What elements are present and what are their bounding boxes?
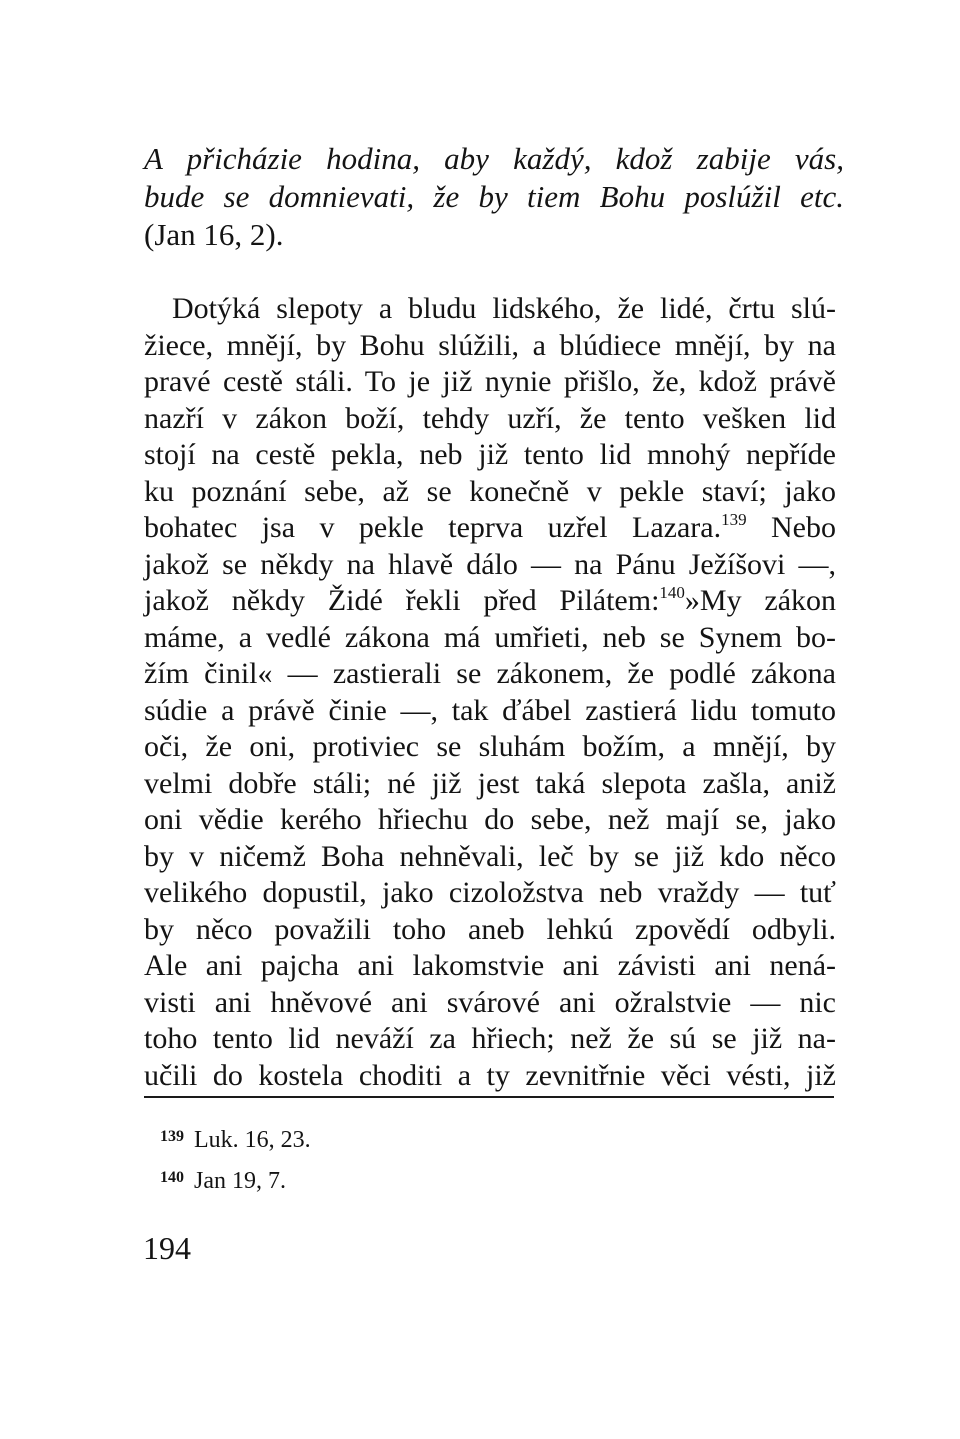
paragraph-line: velmi dobře stáli; né již jest taká slepota zašla, aniž <box>144 766 836 800</box>
footnote-reference: 139 <box>721 510 747 529</box>
paragraph-line-with-footnote <box>144 510 836 547</box>
paragraph-text: jakož někdy Židé řekli před Pilátem: <box>144 584 660 617</box>
body-paragraph <box>144 291 836 1094</box>
paragraph-text: »My zákon <box>684 584 837 617</box>
footnote <box>160 1118 311 1159</box>
paragraph-text: bohatec jsa v pekle teprva uzřel Lazara. <box>144 511 722 544</box>
paragraph-line: žiece, mnějí, by Bohu slúžili, a blúdiece mnějí, by na <box>144 328 836 362</box>
paragraph-line: oči, že oni, protiviec se sluhám božím, a mnějí, by <box>144 730 836 763</box>
quote-line: A přicházie hodina, aby každý, kdož zabije vás, <box>144 141 844 176</box>
paragraph-line: stojí na cestě pekla, neb již tento lid mnohý nepříde <box>144 438 836 471</box>
paragraph-line: Ale ani pajcha ani lakomstvie ani závisti ani nená- <box>144 949 836 982</box>
footnotes <box>160 1118 311 1200</box>
paragraph-line: by v ničemž Boha nehněvali, leč by se již kdo něco <box>144 839 836 873</box>
paragraph-line: máme, a vedlé zákona má umřieti, neb se Synem bo- <box>144 620 836 654</box>
paragraph-text: Nebo <box>746 511 836 544</box>
quote-line: bude se domnievati, že by tiem Bohu poslúžil etc. <box>144 179 844 214</box>
epigraph-quote <box>144 140 844 254</box>
footnote-text: Luk. 16, 23. <box>194 1127 311 1153</box>
paragraph-line-with-footnote <box>144 583 836 620</box>
paragraph-line: žím činil« — zastierali se zákonem, že podlé zákona <box>144 657 836 690</box>
paragraph-line: učili do kostela choditi a ty zevnitřnie věci vésti, již <box>144 1058 836 1092</box>
paragraph-line: súdie a právě činie —, tak ďábel zastierá lidu tomuto <box>144 693 836 727</box>
paragraph-line: visti ani hněvové ani svárové ani ožralstvie — nic <box>144 985 836 1019</box>
paragraph-line: velikého dopustil, jako cizoložstva neb vraždy — tuť <box>144 876 836 909</box>
paragraph-line: by něco považili toho aneb lehkú zpovědí odbyli. <box>144 912 836 946</box>
paragraph-line: pravé cestě stáli. To je již nynie přišlo, že, kdož právě <box>144 365 836 398</box>
paragraph-line: oni vědie kerého hřiechu do sebe, než mají se, jako <box>144 803 836 836</box>
paragraph-line: Dotýká slepoty a bludu lidského, že lidé, črtu slú- <box>172 292 836 325</box>
footnote-mark: 139 <box>160 1128 184 1145</box>
page-number: 194 <box>143 1230 191 1266</box>
paragraph-line: toho tento lid neváží za hřiech; než že sú se již na- <box>144 1022 836 1055</box>
footnote-reference: 140 <box>659 583 685 602</box>
paragraph-line: ku poznání sebe, až se konečně v pekle staví; jako <box>144 474 836 508</box>
footnote-mark: 140 <box>160 1169 184 1186</box>
paragraph-line: jakož se někdy na hlavě dálo — na Pánu Ježíšovi —, <box>144 547 836 581</box>
footnote-text: Jan 19, 7. <box>194 1168 286 1194</box>
paragraph-line: nazří v zákon boží, tehdy uzří, že tento vešken lid <box>144 401 836 435</box>
footnote-divider <box>144 1096 834 1098</box>
footnote <box>160 1159 311 1200</box>
quote-reference: (Jan 16, 2). <box>144 217 284 252</box>
